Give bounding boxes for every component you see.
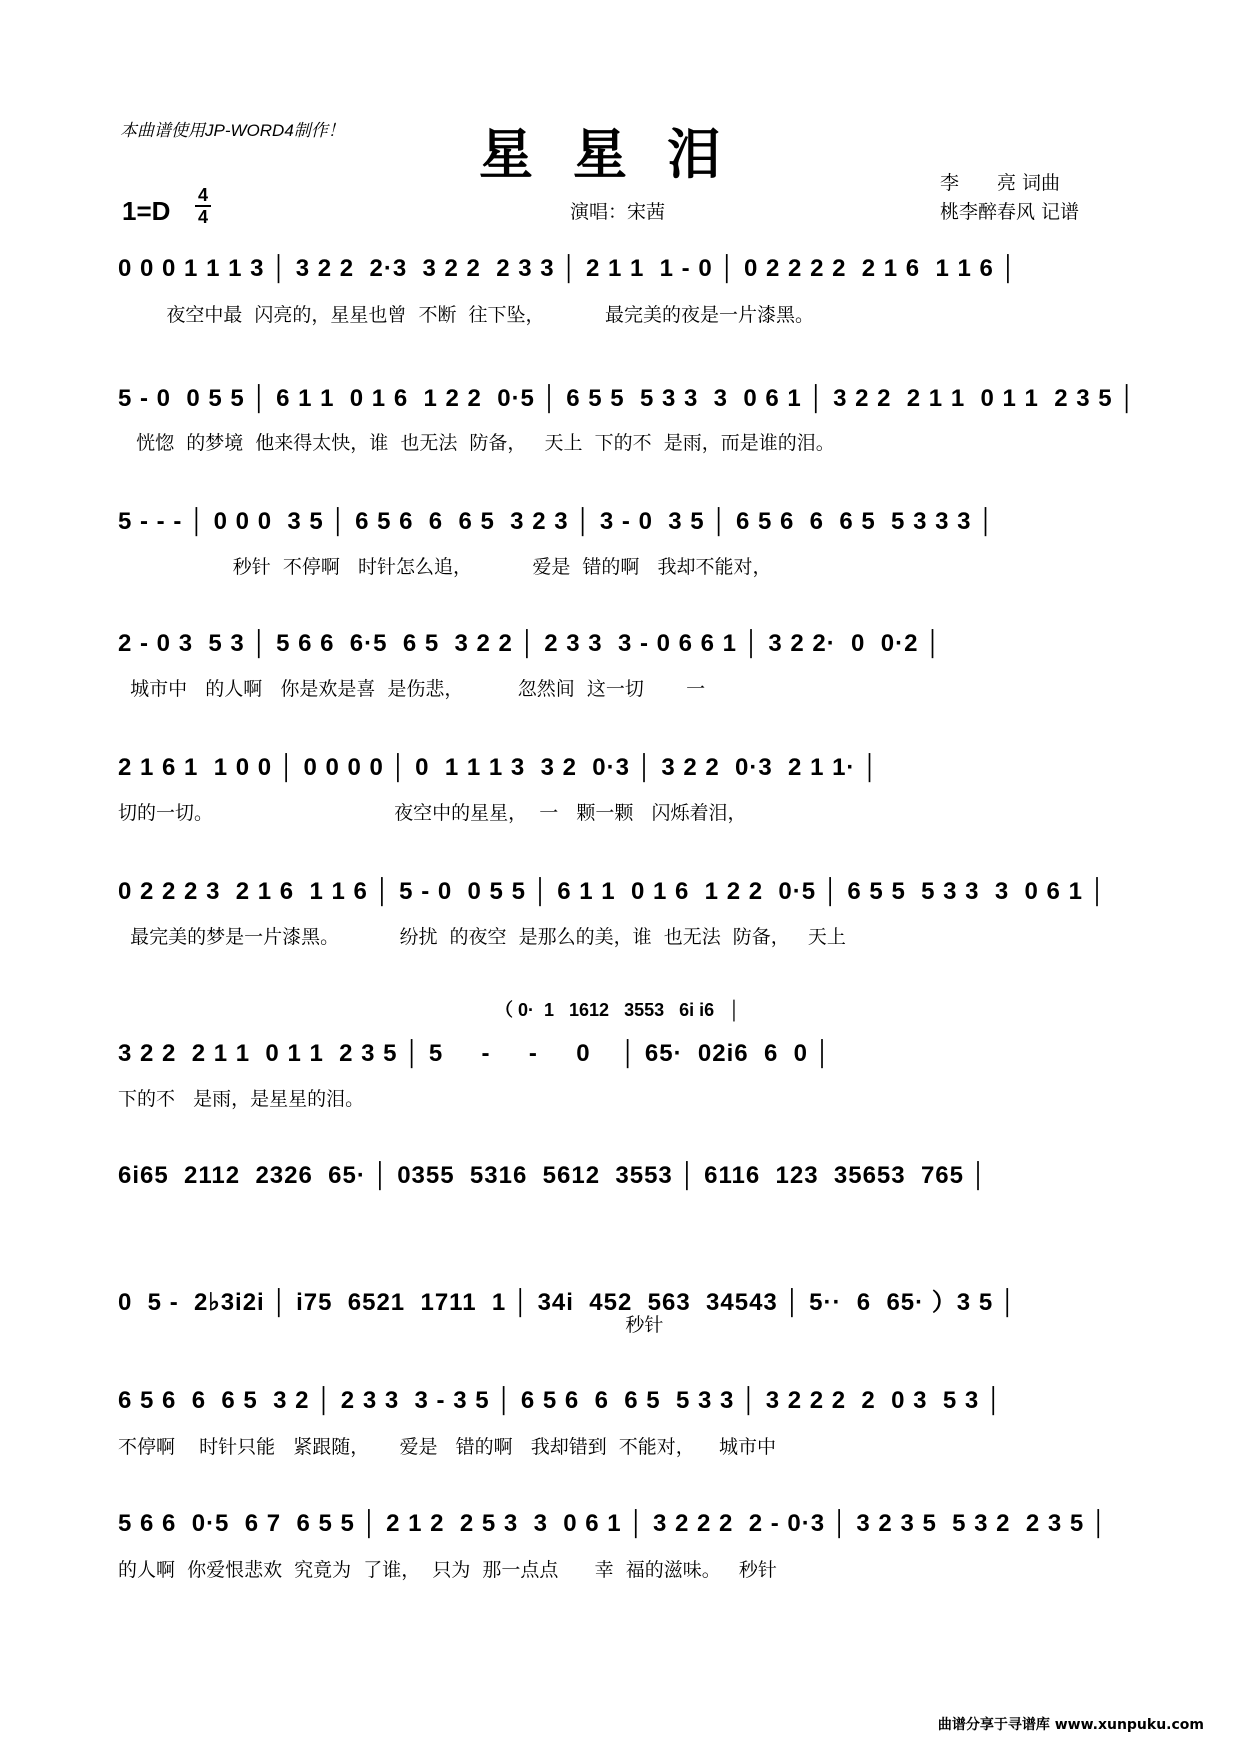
key-signature: 1=D [122,196,171,226]
notation-line-11: 5 6 6 0·5 6 7 6 5 5 │ 2 1 2 2 5 3 3 0 6 1 │ 3 2 2 2 2 - 0·3 │ 3 2 3 5 5 3 2 2 3 5 │ [118,1510,1108,1537]
time-numerator: 4 [197,185,208,205]
software-credit: 本曲谱使用JP-WORD4制作！ [120,121,345,140]
notation-line-1: 0 0 0 1 1 1 3 │ 3 2 2 2·3 3 2 2 2 3 3 │ 2 1 1 1 - 0 │ 0 2 2 2 2 2 1 6 1 1 6 │ [118,255,1018,282]
notation-line-7: 3 2 2 2 1 1 0 1 1 2 3 5 │ 5 - - 0 │ 65· 02i6 6 0 │ [118,1040,832,1067]
lyric-line-10: 不停啊 时针只能 紧跟随， 爱是 错的啊 我却错到 不能对， 城市中 [118,1436,776,1458]
notation-line-10: 6 5 6 6 6 5 3 2 │ 2 3 3 3 - 3 5 │ 6 5 6 6 6 5 5 3 3 │ 3 2 2 2 2 0 3 5 3 │ [118,1387,1003,1414]
time-denominator: 4 [197,207,208,227]
song-title: 星星泪 [479,122,761,186]
notation-line-6: 0 2 2 2 3 2 1 6 1 1 6 │ 5 - 0 0 5 5 │ 6 1 1 0 1 6 1 2 2 0·5 │ 6 5 5 5 3 3 3 0 6 1 │ [118,878,1107,905]
notation-line-8: 6i65 2112 2326 65· │ 0355 5316 5612 3553 │ 6116 123 35653 765 │ [118,1162,988,1189]
notation-line-5: 2 1 6 1 1 0 0 │ 0 0 0 0 │ 0 1 1 1 3 3 2 0·3 │ 3 2 2 0·3 2 1 1· │ [118,754,880,781]
lyric-line-4: 城市中 的人啊 你是欢是喜 是伤悲， 忽然间 这一切 一 [118,678,706,700]
time-signature [195,186,211,226]
lyric-line-11: 的人啊 你爱恨悲欢 究竟为 了谁， 只为 那一点点 幸 福的滋味。 秒针 [118,1559,777,1581]
lyric-line-7: 下的不 是雨，是星星的泪。 [118,1088,365,1110]
notation-line-9: 0 5 - 2♭3i2i │ i75 6521 1711 1 │ 34i 452 563 34543 │ 5·· 6 65· ）3 5 │ [118,1289,1017,1316]
lyric-line-1: 夜空中最 闪亮的，星星也曾 不断 往下坠， 最完美的夜是一片漆黑。 [118,304,814,326]
lyric-line-9: 秒针 [118,1314,664,1336]
composer-credit: 李 亮 词曲 [940,172,1061,194]
lyric-line-5: 切的一切。 夜空中的星星， 一 颗一颗 闪烁着泪， [118,802,747,824]
lyric-line-6: 最完美的梦是一片漆黑。 纷扰 的夜空 是那么的美，谁 也无法 防备， 天上 [118,926,846,948]
source-footer: 曲谱分享于寻谱库 www.xunpuku.com [937,1717,1204,1733]
notation-line-3: 5 - - - │ 0 0 0 3 5 │ 6 5 6 6 6 5 3 2 3 │ 3 - 0 3 5 │ 6 5 6 6 6 5 5 3 3 3 │ [118,508,996,535]
lyric-line-3: 秒针 不停啊 时针怎么追， 爱是 错的啊 我却不能对， [118,556,772,578]
notation-line-4: 2 - 0 3 5 3 │ 5 6 6 6·5 6 5 3 2 2 │ 2 3 3 3 - 0 6 6 1 │ 3 2 2· 0 0·2 │ [118,630,943,657]
lyric-line-2: 恍惚 的梦境 他来得太快，谁 也无法 防备， 天上 下的不 是雨，而是谁的泪。 [118,432,835,454]
interlude-line: （ 0· 1 1612 3553 6i i6 │ [495,1000,741,1020]
transcriber-credit: 桃李醉春风 记谱 [940,201,1080,223]
singer-credit: 演唱：宋茜 [570,201,666,223]
notation-line-2: 5 - 0 0 5 5 │ 6 1 1 0 1 6 1 2 2 0·5 │ 6 5 5 5 3 3 3 0 6 1 │ 3 2 2 2 1 1 0 1 1 2 3 5 │ [118,385,1137,412]
